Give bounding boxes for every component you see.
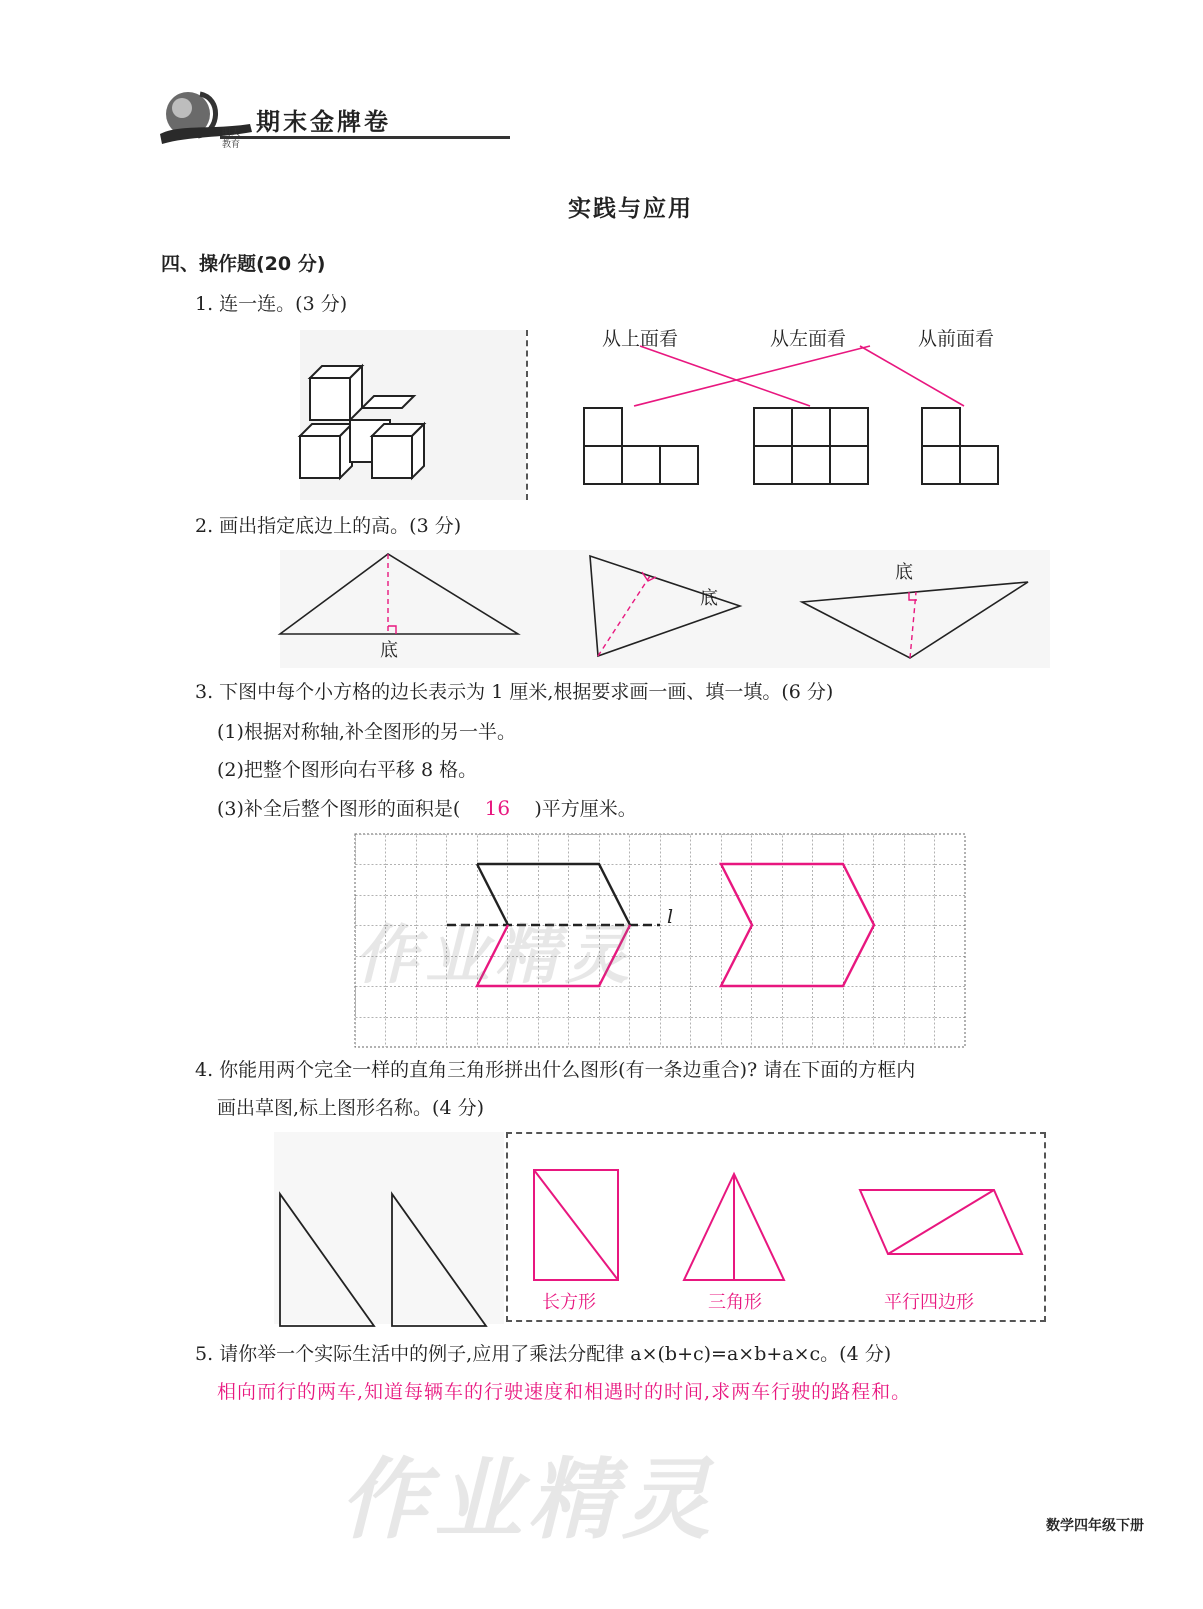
- watermark-2: 作业精灵: [340, 1448, 717, 1551]
- q3-text: 3. 下图中每个小方格的边长表示为 1 厘米,根据要求画一画、填一填。(6 分): [195, 681, 834, 703]
- q2-base-label-1: 底: [380, 640, 398, 661]
- q4-text-line1: 4. 你能用两个完全一样的直角三角形拼出什么图形(有一条边重合)? 请在下面的方框内: [195, 1059, 916, 1081]
- q3-sub2: (2)把整个图形向右平移 8 格。: [217, 759, 478, 781]
- q1-view-front: 从前面看: [918, 328, 995, 350]
- section-title: 实践与应用: [568, 196, 693, 222]
- q2-base-label-3: 底: [895, 562, 913, 583]
- q4-figure: [274, 1132, 1064, 1324]
- q2-figure: [280, 550, 1050, 670]
- q4-label-triangle: 三角形: [708, 1292, 762, 1313]
- q5-text: 5. 请你举一个实际生活中的例子,应用了乘法分配律 a×(b+c)=a×b+a×c。(4 分): [195, 1343, 892, 1365]
- q2-base-label-2: 底: [700, 588, 718, 609]
- q3-sub3-before: (3)补全后整个图形的面积是(: [217, 798, 461, 820]
- brand-header: [160, 84, 520, 156]
- q4-label-rectangle: 长方形: [542, 1292, 596, 1313]
- brand-small-2: 教育: [222, 140, 241, 150]
- q5-answer: 相向而行的两车,知道每辆车的行驶速度和相遇时的时间,求两车行驶的路程和。: [217, 1381, 912, 1403]
- brand-small-1: 明天: [222, 128, 241, 138]
- q2-text: 2. 画出指定底边上的高。(3 分): [195, 515, 462, 537]
- part-heading: 四、操作题(20 分): [161, 253, 326, 275]
- q1-views-drawing: [300, 330, 1030, 500]
- brand-logo-icon: [160, 84, 260, 156]
- q3-sub3-after: )平方厘米。: [534, 798, 637, 820]
- page-footer: 数学四年级下册: [1046, 1518, 1144, 1534]
- brand-underline: [220, 136, 510, 139]
- q3-answer: 16: [484, 796, 511, 820]
- q4-text-line2: 画出草图,标上图形名称。(4 分): [217, 1097, 484, 1119]
- q3-sub3: [217, 796, 637, 821]
- brand-title: 期末金牌卷: [256, 108, 391, 136]
- q1-view-left: 从左面看: [770, 328, 847, 350]
- watermark-1: 作业精灵: [355, 919, 635, 993]
- q1-figure: [300, 330, 1030, 500]
- q3-axis-label: l: [667, 906, 674, 928]
- q3-grid-figure: [355, 834, 975, 1056]
- q3-sub1: (1)根据对称轴,补全图形的另一半。: [217, 721, 516, 743]
- q1-text: 1. 连一连。(3 分): [195, 293, 348, 315]
- q1-view-top: 从上面看: [602, 328, 679, 350]
- q4-label-parallelogram: 平行四边形: [884, 1292, 974, 1313]
